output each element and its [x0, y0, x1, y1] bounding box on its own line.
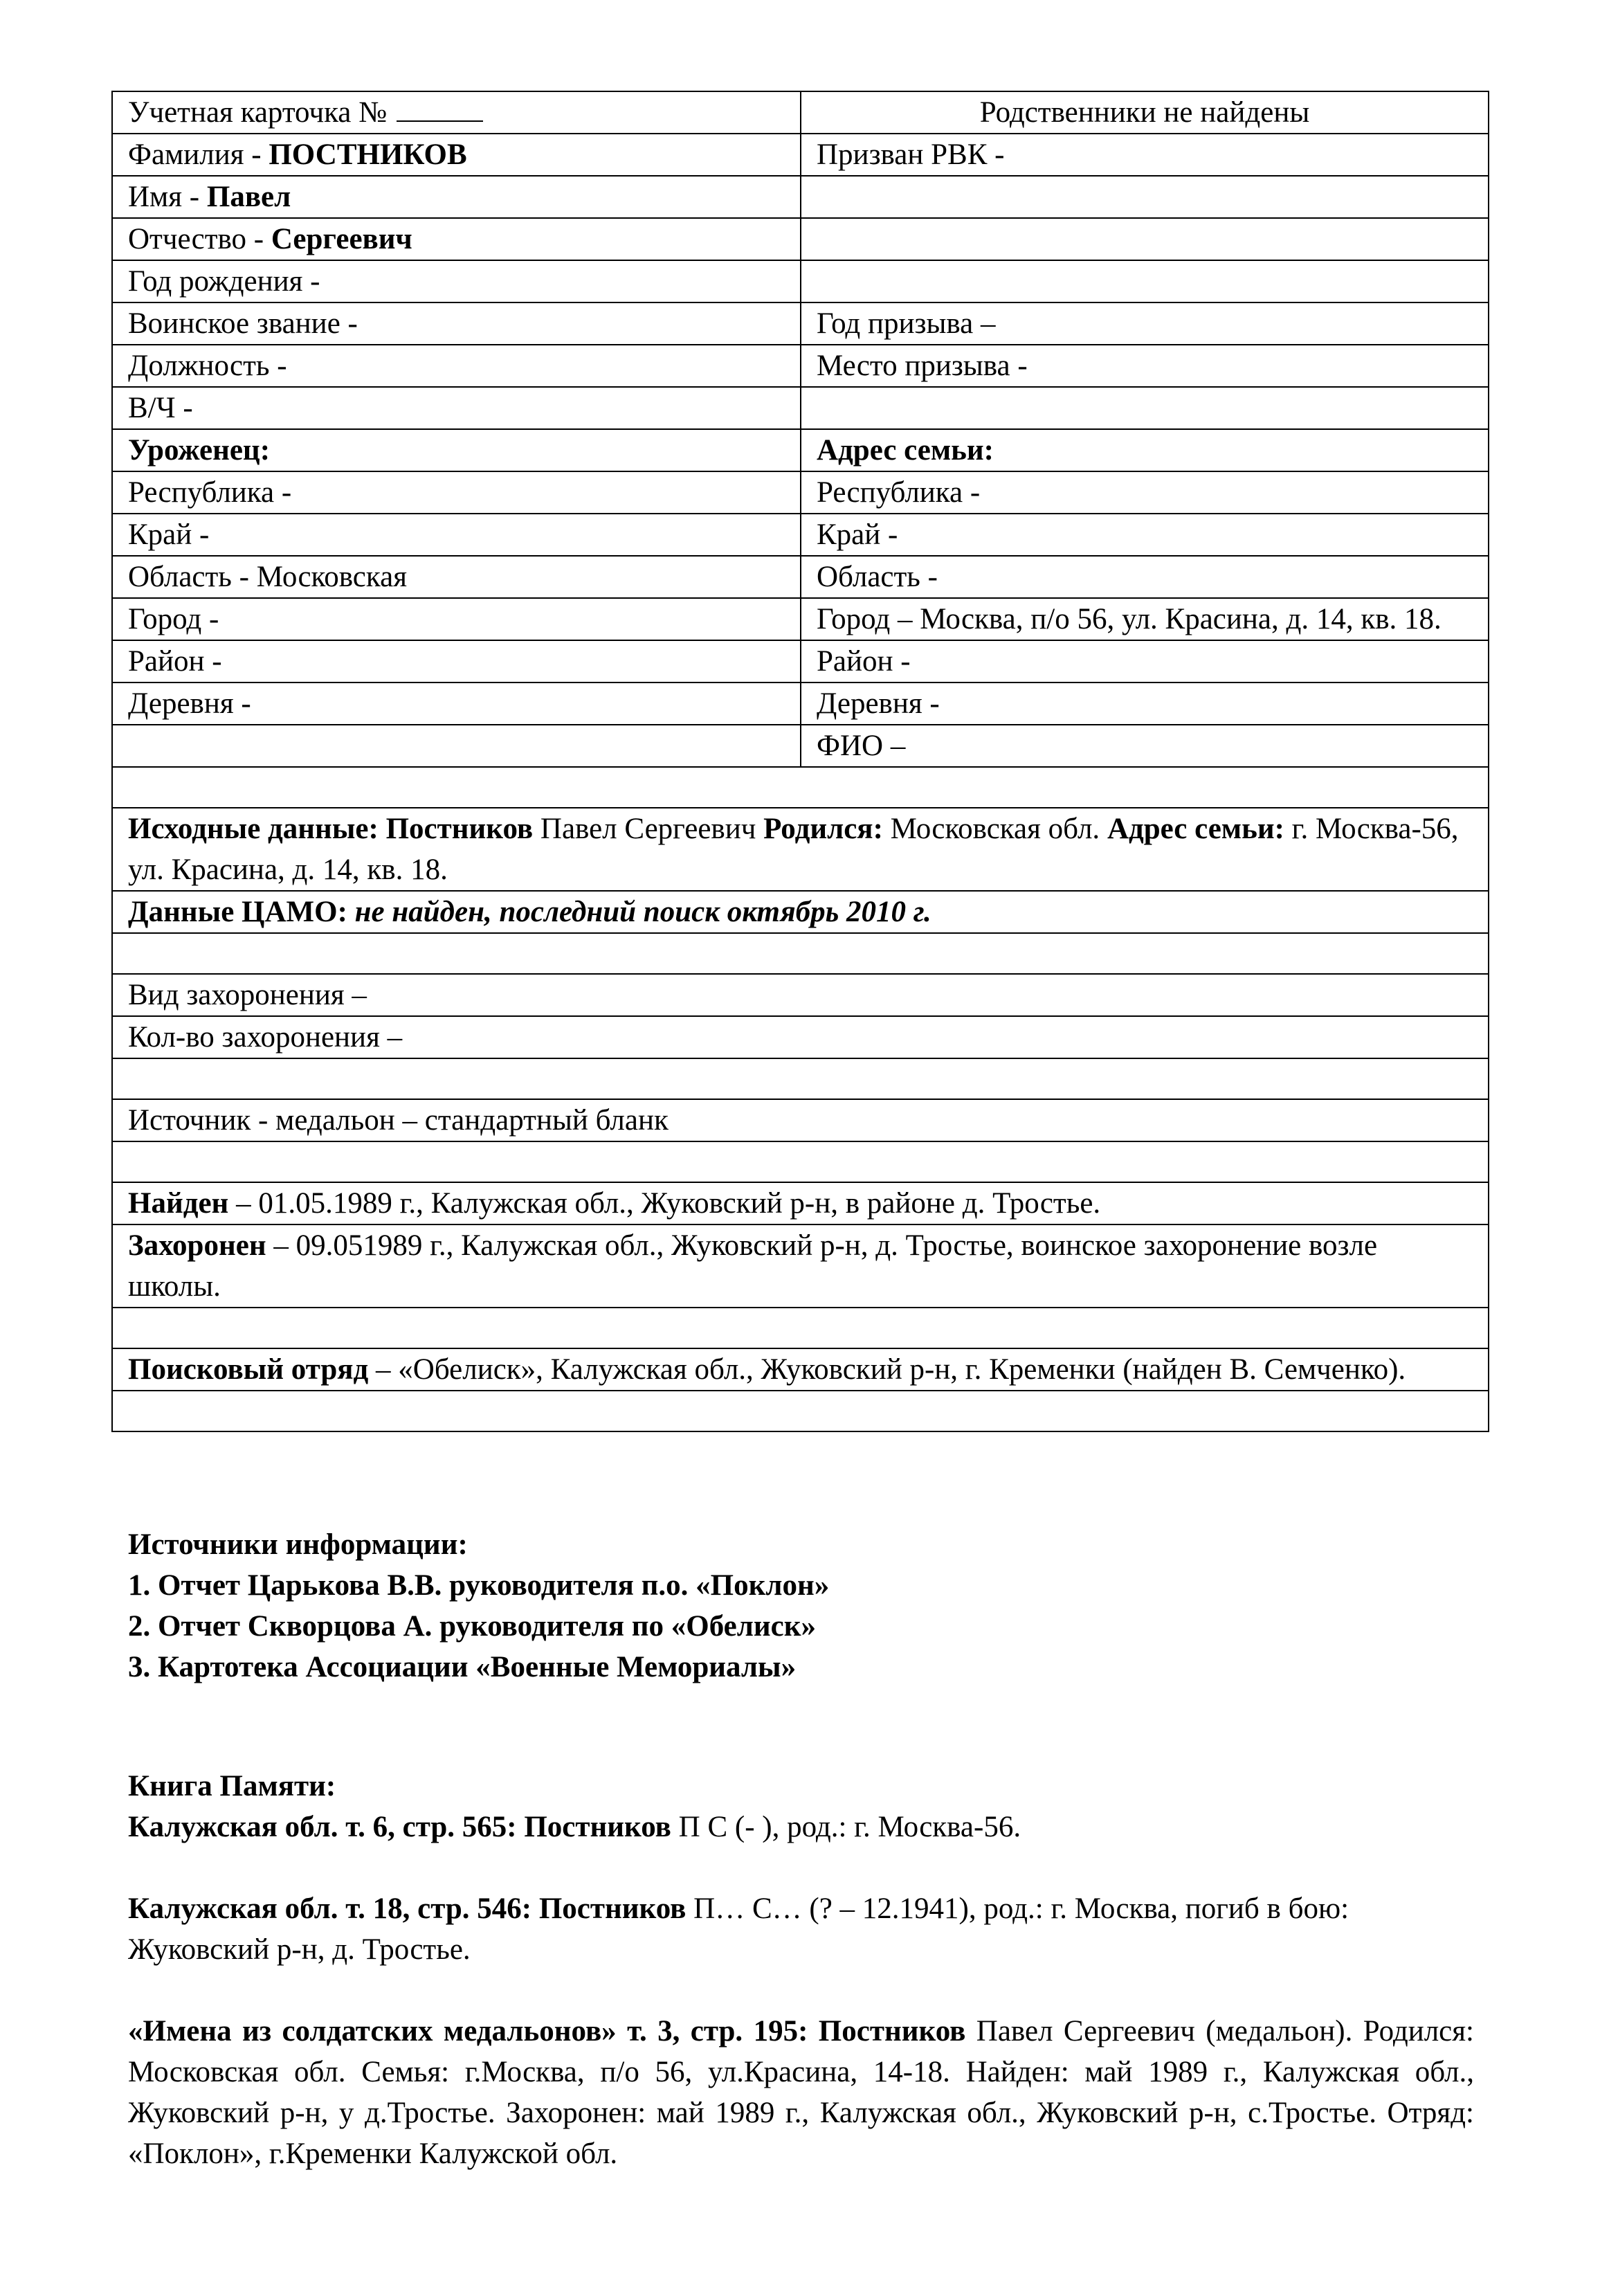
entry-reference: Калужская обл. т. 6, стр. 565: Постников: [128, 1811, 671, 1843]
memory-book-entry: [128, 1807, 1474, 1847]
table-row: [112, 471, 1489, 514]
family-republic: Республика -: [801, 471, 1489, 514]
empty-cell: [801, 176, 1489, 218]
source-data-label: Исходные данные:: [128, 813, 379, 845]
table-row: [112, 933, 1489, 974]
surname-label: Фамилия -: [128, 138, 262, 171]
native-heading: [112, 429, 801, 471]
buried-label: Захоронен: [128, 1229, 266, 1262]
burial-type: Вид захоронения –: [112, 974, 1489, 1016]
memory-book-section: [128, 1766, 1474, 2174]
entry-reference: Калужская обл. т. 18, стр. 546: Постников: [128, 1892, 687, 1925]
draft-year: Год призыва –: [801, 302, 1489, 345]
source-item: 3. Картотека Ассоциации «Военные Мемориалы»: [128, 1651, 797, 1683]
empty-row: [112, 767, 1489, 808]
position: Должность -: [112, 345, 801, 387]
name-label: Имя -: [128, 181, 200, 213]
family-address-value: г. Москва-56, ул. Красина, д. 14, кв. 18.: [128, 813, 1459, 886]
source-surname: Постников: [385, 813, 534, 845]
table-row: [112, 808, 1489, 891]
table-row: [112, 218, 1489, 260]
tsamo-cell: [112, 891, 1489, 933]
rank: Воинское звание -: [112, 302, 801, 345]
source-data-cell: [112, 808, 1489, 891]
name-value: Павел: [206, 181, 291, 213]
family-district: Район -: [801, 640, 1489, 683]
table-row: [112, 640, 1489, 683]
spacer: [128, 1970, 1474, 2011]
empty-cell: [801, 260, 1489, 302]
table-row: [112, 1308, 1489, 1348]
table-row: [112, 176, 1489, 218]
military-unit: В/Ч -: [112, 387, 801, 429]
squad-value: – «Обелиск», Калужская обл., Жуковский р-н, г. Кременки (найден В. Семченко).: [368, 1353, 1406, 1386]
empty-cell: [112, 725, 801, 767]
memory-book-entry: [128, 1888, 1474, 1970]
table-row: [112, 1016, 1489, 1058]
registration-card-table: [111, 91, 1489, 1432]
table-row: [112, 683, 1489, 725]
name-cell: [112, 176, 801, 218]
table-row: [112, 91, 1489, 134]
buried-value: – 09.051989 г., Калужская обл., Жуковский р-н, д. Тростье, воинское захоронение возле школы.: [128, 1229, 1378, 1303]
relatives-status: Родственники не найдены: [801, 91, 1489, 134]
table-row: [112, 725, 1489, 767]
table-row: [112, 891, 1489, 933]
family-fio: ФИО –: [801, 725, 1489, 767]
table-row: [112, 134, 1489, 176]
native-republic: Республика -: [112, 471, 801, 514]
source-item: 1. Отчет Царькова В.В. руководителя п.о. «Поклон»: [128, 1569, 830, 1602]
surname-cell: [112, 134, 801, 176]
native-city: Город -: [112, 598, 801, 640]
search-squad-cell: [112, 1348, 1489, 1391]
empty-row: [112, 1058, 1489, 1099]
table-row: [112, 598, 1489, 640]
table-row: [112, 1182, 1489, 1224]
table-row: [112, 1224, 1489, 1308]
memory-book-heading: Книга Памяти:: [128, 1770, 336, 1802]
patronymic-label: Отчество -: [128, 223, 264, 255]
called-by: Призван РВК -: [801, 134, 1489, 176]
table-row: [112, 429, 1489, 471]
table-row: [112, 345, 1489, 387]
native-district: Район -: [112, 640, 801, 683]
card-number-blank: [397, 94, 483, 122]
empty-cell: [801, 387, 1489, 429]
empty-row: [112, 1141, 1489, 1182]
card-label: Учетная карточка №: [128, 96, 388, 129]
patronymic-cell: [112, 218, 801, 260]
family-heading-text: Адрес семьи:: [817, 434, 994, 467]
entry-text: П С (- ), род.: г. Москва-56.: [671, 1811, 1021, 1843]
family-village: Деревня -: [801, 683, 1489, 725]
table-row: [112, 974, 1489, 1016]
table-row: [112, 1391, 1489, 1431]
empty-row: [112, 1391, 1489, 1431]
tsamo-value: не найден, последний поиск октябрь 2010 г.: [347, 896, 931, 928]
source-item: 2. Отчет Скворцова А. руководителя по «Обелиск»: [128, 1610, 816, 1643]
table-row: [112, 260, 1489, 302]
empty-cell: [801, 218, 1489, 260]
table-row: [112, 1099, 1489, 1141]
entry-reference: «Имена из солдатских медальонов» т. 3, стр. 195: Постников: [128, 2015, 966, 2048]
source-name: Павел Сергеевич: [533, 813, 764, 845]
spacer: [128, 1847, 1474, 1888]
table-row: [112, 514, 1489, 556]
burial-count: Кол-во захоронения –: [112, 1016, 1489, 1058]
tsamo-label: Данные ЦАМО:: [128, 896, 347, 928]
native-oblast: Область - Московская: [112, 556, 801, 598]
family-oblast: Область -: [801, 556, 1489, 598]
family-krai: Край -: [801, 514, 1489, 556]
info-source: Источник - медальон – стандартный бланк: [112, 1099, 1489, 1141]
empty-row: [112, 1308, 1489, 1348]
found-cell: [112, 1182, 1489, 1224]
empty-row: [112, 933, 1489, 974]
born-value: Московская обл.: [882, 813, 1107, 845]
patronymic-value: Сергеевич: [271, 223, 412, 255]
table-row: [112, 1141, 1489, 1182]
memory-book-entry: [128, 2011, 1474, 2174]
squad-label: Поисковый отряд: [128, 1353, 369, 1386]
born-label: Родился:: [763, 813, 883, 845]
family-city: Город – Москва, п/о 56, ул. Красина, д. 14, кв. 18.: [801, 598, 1489, 640]
family-address-label: Адрес семьи:: [1107, 813, 1284, 845]
native-village: Деревня -: [112, 683, 801, 725]
found-label: Найден: [128, 1187, 229, 1220]
card-number-cell: [112, 91, 801, 134]
table-row: [112, 1348, 1489, 1391]
table-row: [112, 767, 1489, 808]
entry-text: Павел Сергеевич (медальон). Родился: Московская обл. Семья: г.Москва, п/о 56, ул.Красина, 14-18. Найден: май 1989 г., Калужская обл., Жуковский р-н, у д.Тростье. Захоронен: май 1989 г., Калужская обл., Жуковский р-н, с.Тростье. Отряд: «Поклон», г.Кременки Калужской обл.: [128, 2015, 1474, 2170]
table-row: [112, 302, 1489, 345]
family-heading: [801, 429, 1489, 471]
native-heading-text: Уроженец:: [128, 434, 271, 467]
sources-heading: Источники информации:: [128, 1528, 468, 1561]
found-value: – 01.05.1989 г., Калужская обл., Жуковский р-н, в районе д. Тростье.: [228, 1187, 1101, 1220]
sources-section: [128, 1524, 1484, 1688]
draft-place: Место призыва -: [801, 345, 1489, 387]
table-row: [112, 556, 1489, 598]
birth-year: Год рождения -: [112, 260, 801, 302]
surname-value: ПОСТНИКОВ: [269, 138, 467, 171]
table-row: [112, 387, 1489, 429]
buried-cell: [112, 1224, 1489, 1308]
table-row: [112, 1058, 1489, 1099]
entry-text: П… С… (? – 12.1941), род.: г. Москва, погиб в бою: Жуковский р-н, д. Тростье.: [128, 1892, 1349, 1966]
native-krai: Край -: [112, 514, 801, 556]
